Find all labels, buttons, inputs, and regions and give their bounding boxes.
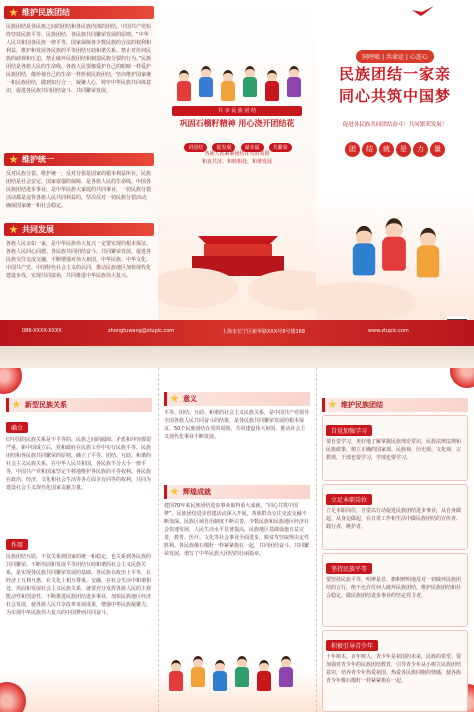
- body-establish: 旧中国的民族关系是不平等的，民族之间的隔阂、矛盾和冲突都很严重。新中国成立后，党和政府在民族工作中实行民族平等、民族团结和各民族共同繁荣的原则，确立了平等、团结、互助、和谐的社会主义民族关系。在中华人民共和国，各民族不分大小一律平等，中国共产党和国家坚定不移地维护各民族的平等权利。各民族在政治、经济、文化和社会生活等各方面享有同等的权利，共同为建设社会主义现代化国家贡献力量。: [6, 437, 152, 491]
- circle-char: 量: [430, 142, 445, 157]
- phone-text: 086-XXXX-XXXX: [22, 328, 62, 334]
- tag: 讲团结: [184, 143, 207, 152]
- star-icon: [170, 394, 179, 403]
- section-body-development: 各族人民亲如一家，是中华民族伟大复兴一定要实现的根本保证。各族人民同心同德、各民族共同团结奋斗、共同繁荣发展。促进各民族交往交流交融，不断增强对伟大祖国、中华民族、中华文化、中国共产党、中国特色社会主义的认同，推动民族地区加快现代化建设步伐，实现共同富裕，共同推进中华民族伟大复兴。: [6, 241, 152, 279]
- subheader-establish: 确立: [6, 422, 28, 433]
- tag: 共繁荣: [269, 143, 292, 152]
- star-icon: [9, 8, 18, 17]
- ethnic-figure: [212, 660, 228, 694]
- panel-middle-top: [158, 0, 317, 346]
- ethnic-figure: [351, 226, 377, 280]
- card-youth: [322, 630, 468, 712]
- card-title: 坚持民族平等: [326, 563, 372, 574]
- circle-char: 就: [379, 142, 394, 157]
- ethnic-figure: [234, 656, 250, 690]
- card-title: 积极引导青少年: [326, 640, 378, 651]
- ethnic-figure: [176, 70, 192, 104]
- section-header-meaning: 意义: [164, 392, 310, 406]
- section-header-unity: 维护民族团结: [4, 6, 154, 19]
- body-achievements: 建国70年来民族团结进步事业取得重大成就。“同心共筑中国梦”。民族团结进步创建活动深入开展，各族群众交往交流交融不断加深。民族区域自治制度不断完善，少数民族和民族地区经济社会快速发展，人民生活水平显著提高。民族地区基础设施日益完善，教育、医疗、文化等社会事业全面进步，脱贫攻坚取得决定性胜利。各民族像石榴籽一样紧紧抱在一起，共同团结奋斗、共同繁荣发展，谱写了中华民族大团结的壮丽篇章。: [164, 503, 310, 557]
- card-title: 立足本职岗位: [326, 494, 372, 505]
- card-body: 要坚持民族平等，明辨是非，旗帜鲜明地反对一切破坏民族团结的言行，绝不允许任何人破坏民族团结，维护民族团结和社会稳定，做民族团结进步事业的坚定捍卫者。: [326, 577, 462, 599]
- circle-char: 力: [413, 142, 428, 157]
- email-text: zhongtuwang@ztupic.com: [108, 328, 175, 334]
- ethnic-figure: [264, 70, 280, 104]
- star-icon: [12, 400, 21, 409]
- brochure-inside: [0, 368, 474, 712]
- section-header-unification: 维护统一: [4, 153, 154, 166]
- section-body-unity: 民族团结是各民族之间的团结和各民族内部的团结。中国共产党始终坚持民族平等、民族团结、各民族共同繁荣发展的原则。“中华人民共和国各民族一律平等。国家保障各少数民族的合法的权利和利益，维护和发展各民族的平等团结互助和谐关系。禁止对任何民族的歧视和压迫，禁止破坏民族团结和制造民族分裂的行为。”民族团结是各族人民的生命线。各族人民要像爱护自己的眼睛一样爱护民族团结，像珍视自己的生命一样珍视民族团结，坚决维护国家统一和民族团结，做到知行合一，凝聚人心，铸牢中华民族共同体意识，促进各民族共同团结奋斗、共同繁荣发展。: [6, 24, 152, 94]
- body-role: 民族团结互助，不仅关系到国家的统一和稳定，也关系到各民族的共同繁荣。不断巩固和发展平等团结互助和谐的社会主义民族关系，是实现各民族共同繁荣发展的基础。各民族在政治上平等，在经济上互利互惠，在文化上相互尊重、交融，在社会生活中和谐相处。巩固和发展社会主义民族关系，就要充分发挥各族人民的主观能动性和创造性，不断推进民族团结进步事业，加快民族地区经济社会发展，使各族人民共享改革发展成果，增强中华民族凝聚力，为实现中华民族伟大复兴的中国梦而共同奋斗。: [6, 554, 152, 616]
- card-body: 要自觉学习，更好地了解掌握民族理论常识，民族法律法规和民族政策，树立正确的国家观、民族观、历史观、文化观、宗教观，干部也要学习，学部也要学习。: [326, 439, 462, 461]
- card-post: [322, 484, 468, 550]
- ethnic-figure: [286, 66, 302, 100]
- ethnic-figure: [380, 218, 407, 276]
- section-header-new-relations: 新型民族关系: [6, 398, 152, 412]
- headline-1: 民族团结一家亲: [338, 65, 451, 83]
- section-header-achievements: 辉煌成就: [164, 485, 310, 499]
- panel-left-bottom: [0, 368, 159, 712]
- ethnic-figure: [198, 66, 214, 100]
- panel-right-bottom: [316, 368, 474, 712]
- panel-middle-bottom: [158, 368, 317, 712]
- ethnic-figure: [256, 660, 272, 694]
- section-header-development: 共同发展: [4, 223, 154, 236]
- star-icon: [9, 225, 18, 234]
- card-title: 自觉加强学习: [326, 425, 372, 436]
- bird-icon: [412, 6, 434, 16]
- footer-bar: [0, 320, 474, 346]
- tag: 促发展: [212, 143, 235, 152]
- circle-char: 团: [345, 142, 360, 157]
- subtitle: 促进各民族共同团结奋斗！共同繁荣发展！: [342, 122, 448, 128]
- panel-right-top: [316, 0, 474, 346]
- circle-row: [316, 136, 474, 157]
- web-text: www.ztupic.com: [368, 328, 409, 334]
- ethnic-figure: [415, 228, 441, 282]
- brochure-outside: [0, 0, 474, 346]
- circle-char: 是: [396, 142, 411, 157]
- section-header-maintain-unity: 维护民族团结: [322, 398, 468, 412]
- card-body: 立足本职岗位，自觉以行动促进民族团结进步事业，从自身做起，从身边做起，在日常工作和生活中做民族团结的宣传者、践行者、维护者。: [326, 508, 462, 530]
- headline-2: 同心共筑中国梦: [338, 87, 451, 105]
- body-meaning: 平等、团结、互助、和谐的社会主义民族关系，是中国共产党领导全国各族人民共同奋斗的结果，是各民族共同繁荣发展的根本保证。50个民族团结在党的周围，共同建设伟大祖国，推动社会主义现代化事业不断发展。: [164, 410, 310, 440]
- subheader-role: 作用: [6, 539, 28, 550]
- cloud-decoration: [158, 268, 238, 308]
- address-text: 上海市长宁区新华路XXX号8号楼168: [222, 329, 306, 335]
- ethnic-figure: [190, 656, 206, 690]
- ethnic-figure: [278, 656, 294, 690]
- card-study: [322, 415, 468, 481]
- slogan: 巩固石榴籽精神 用心浇开团结花: [179, 119, 295, 128]
- ethnic-figure: [220, 70, 236, 104]
- cloud-decoration: [248, 270, 317, 310]
- cloud-decoration: [316, 282, 416, 322]
- ribbon-banner: 共 享 民 族 团 结: [172, 106, 302, 116]
- circle-char: 结: [362, 142, 377, 157]
- star-icon: [170, 487, 179, 496]
- star-icon: [9, 155, 18, 164]
- sheet-gap: [0, 346, 474, 368]
- panel-left-top: [0, 0, 159, 346]
- card-equality: [322, 553, 468, 627]
- tag: 谋幸福: [241, 143, 264, 152]
- top-pill: 同呼吸 | 共命运 | 心连心: [356, 50, 434, 63]
- star-icon: [328, 400, 337, 409]
- card-body: 十年树木，百年树人。青少年是祖国的未来，民族的希望。要加强对青少年的民族团结教育，引导青少年从小树立民族团结意识，培养青少年热爱祖国、热爱各民族同胞的情感，使各族青少年像石榴籽一样紧紧抱在一起。: [326, 654, 462, 684]
- ethnic-figure: [168, 660, 184, 694]
- small-caption-1: 各族人民紧紧团结在党的周围: [204, 151, 270, 157]
- ethnic-figure: [242, 66, 258, 100]
- section-body-unification: 反对民族分裂。维护统一，反对分裂是国家的根本利益所在。民族团结是社会安定、国家富强的保障，是各族人民的生命线。中国各民族团结进步事业，是中华民族大家庭的共同事业，一切民族分裂活动都是违背各族人民共同利益的，坚决反对一切民族分裂活动，确保国家统一和社会稳定。: [6, 171, 152, 209]
- small-caption-2: 和衷共济、和睦相处、和谐发展: [201, 159, 272, 165]
